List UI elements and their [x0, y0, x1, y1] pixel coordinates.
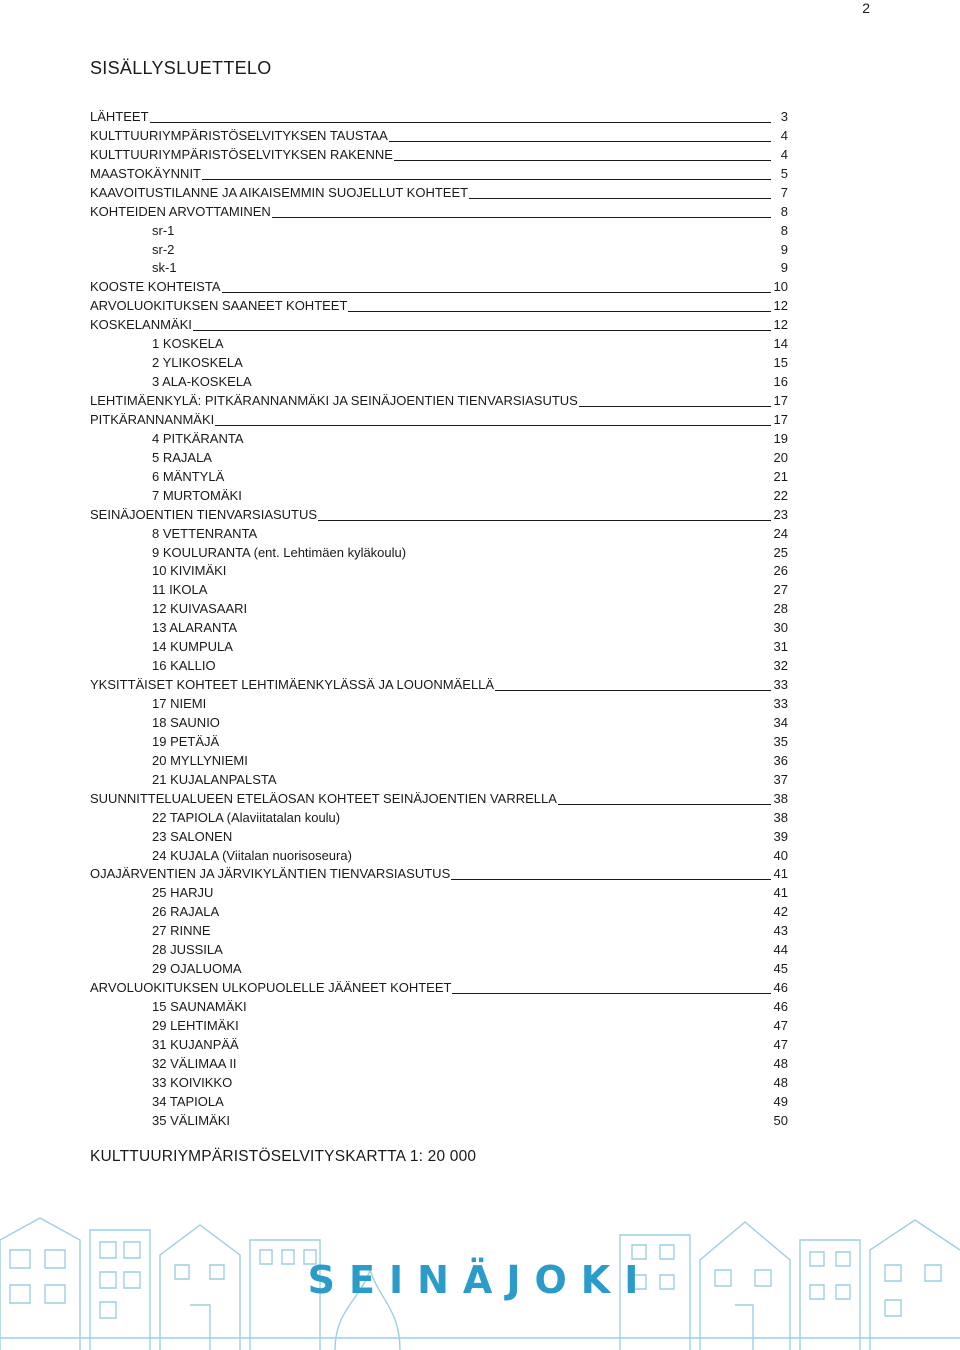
toc-entry-label: OJAJÄRVENTIEN JA JÄRVIKYLÄNTIEN TIENVARSIASUTUS: [90, 866, 451, 882]
toc-entry-page: 22: [773, 487, 788, 503]
toc-entry-page: 20: [773, 449, 788, 465]
toc-entry-label: 10 KIVIMÄKI: [152, 563, 227, 579]
toc-leader-line: [451, 879, 771, 880]
toc-entry-page: 38: [773, 809, 788, 825]
toc-entry-label: 18 SAUNIO: [152, 714, 220, 730]
toc-entry-page: 8: [780, 222, 788, 238]
toc-entry-label: 27 RINNE: [152, 923, 211, 939]
toc-entry: [90, 390, 788, 409]
toc-entry-label: 31 KUJANPÄÄ: [152, 1036, 239, 1052]
toc-entry: [90, 182, 788, 201]
toc-entry: [90, 561, 788, 580]
toc-entry-page: 33: [773, 677, 788, 693]
toc-entry-page: 30: [773, 620, 788, 636]
toc-entry-page: 10: [773, 279, 788, 295]
toc-entry: [90, 598, 788, 617]
toc-entry: [90, 807, 788, 826]
toc-entry-page: 45: [773, 961, 788, 977]
toc-entry: [90, 504, 788, 523]
toc-entry-page: 19: [773, 430, 788, 446]
toc-entry: [90, 1091, 788, 1110]
toc-entry: [90, 333, 788, 352]
toc-entry-label: KOOSTE KOHTEISTA: [90, 279, 221, 295]
map-note: KULTTUURIYMPÄRISTÖSELVITYSKARTTA 1: 20 000: [90, 1148, 477, 1165]
toc-entry-label: 7 MURTOMÄKI: [152, 487, 242, 503]
toc-entry-page: 47: [773, 1017, 788, 1033]
toc-entry-page: 21: [773, 468, 788, 484]
toc-title: SISÄLLYSLUETTELO: [90, 58, 272, 78]
toc-entry-page: 17: [773, 411, 788, 427]
toc-entry-page: 47: [773, 1036, 788, 1052]
toc-entry-label: 6 MÄNTYLÄ: [152, 468, 225, 484]
toc-entry: [90, 996, 788, 1015]
toc-entry: [90, 579, 788, 598]
toc-entry-label: 11 IKOLA: [152, 582, 208, 598]
toc-entry-label: 16 KALLIO: [152, 658, 216, 674]
toc-entry-label: 14 KUMPULA: [152, 639, 233, 655]
toc-entry-label: 34 TAPIOLA: [152, 1093, 224, 1109]
toc-entry-label: LÄHTEET: [90, 108, 149, 124]
toc-entry: [90, 769, 788, 788]
toc-entry-label: sr-1: [152, 222, 175, 238]
toc-entry-page: 27: [773, 582, 788, 598]
toc-entry-page: 43: [773, 923, 788, 939]
toc-entry: [90, 920, 788, 939]
toc-entry-label: LEHTIMÄENKYLÄ: PITKÄRANNANMÄKI JA SEINÄJOENTIEN TIENVARSIASUTUS: [90, 393, 578, 408]
toc-entry-label: ARVOLUOKITUKSEN SAANEET KOHTEET: [90, 298, 348, 314]
toc-leader-line: [150, 122, 771, 123]
toc-entry: [90, 750, 788, 769]
toc-entry-label: KULTTUURIYMPÄRISTÖSELVITYKSEN TAUSTAA: [90, 127, 388, 143]
toc-entry: [90, 542, 788, 561]
toc-entry-page: 24: [773, 525, 788, 541]
toc-entry-label: SEINÄJOENTIEN TIENVARSIASUTUS: [90, 506, 318, 522]
toc-leader-line: [193, 330, 771, 331]
toc-leader-line: [394, 160, 771, 161]
toc-entry-label: PITKÄRANNANMÄKI: [90, 411, 215, 427]
toc-entry-page: 46: [773, 980, 788, 996]
toc-entry-label: 15 SAUNAMÄKI: [152, 999, 247, 1014]
toc-entry-page: 32: [773, 658, 788, 674]
toc-entry-page: 41: [773, 866, 788, 882]
toc-entry-label: KULTTUURIYMPÄRISTÖSELVITYKSEN RAKENNE: [90, 146, 393, 162]
toc-entry: [90, 901, 788, 920]
toc-entry-page: 42: [773, 904, 788, 920]
toc-entry: [90, 106, 788, 125]
toc-entry-label: 29 OJALUOMA: [152, 961, 242, 977]
toc-leader-line: [469, 198, 771, 199]
toc-entry-page: 46: [773, 999, 788, 1014]
toc-entry: [90, 163, 788, 182]
toc-entry: [90, 939, 788, 958]
toc-entry-label: KAAVOITUSTILANNE JA AIKAISEMMIN SUOJELLUT KOHTEET: [90, 184, 469, 200]
toc-entry: [90, 655, 788, 674]
toc-entry: [90, 125, 788, 144]
toc-entry-label: 8 VETTENRANTA: [152, 525, 258, 541]
toc-entry-page: 17: [773, 393, 788, 408]
toc-entry-page: 7: [780, 184, 788, 200]
toc-entry-label: 20 MYLLYNIEMI: [152, 752, 248, 768]
toc-entry: [90, 466, 788, 485]
toc-entry-page: 28: [773, 601, 788, 617]
toc-entry-label: ARVOLUOKITUKSEN ULKOPUOLELLE JÄÄNEET KOHTEET: [90, 980, 452, 996]
toc-entry-page: 40: [773, 847, 788, 863]
toc-entry-page: 31: [773, 639, 788, 655]
toc-entry-page: 16: [773, 374, 788, 390]
toc-entry: [90, 276, 788, 295]
toc-leader-line: [452, 993, 771, 994]
toc-leader-line: [272, 217, 771, 218]
toc-entry: [90, 1110, 788, 1129]
toc-entry-label: 19 PETÄJÄ: [152, 733, 220, 749]
toc-entry-label: 26 RAJALA: [152, 904, 220, 920]
toc-entry: [90, 845, 788, 864]
toc-entry: [90, 1034, 788, 1053]
toc-entry: [90, 674, 788, 693]
toc-leader-line: [222, 292, 771, 293]
toc-entry: [90, 788, 788, 807]
table-of-contents: [90, 106, 788, 1129]
toc-entry-page: 8: [780, 203, 788, 219]
toc-entry-label: 25 HARJU: [152, 885, 214, 901]
toc-entry: [90, 428, 788, 447]
toc-entry-page: 9: [780, 260, 788, 276]
toc-entry-label: 2 YLIKOSKELA: [152, 355, 243, 371]
toc-entry-page: 5: [780, 165, 788, 181]
toc-entry: [90, 371, 788, 390]
toc-entry-label: 5 RAJALA: [152, 449, 212, 465]
toc-entry-label: 24 KUJALA (Viitalan nuorisoseura): [152, 847, 352, 863]
toc-entry-page: 37: [773, 771, 788, 787]
toc-entry: [90, 958, 788, 977]
toc-entry-label: YKSITTÄISET KOHTEET LEHTIMÄENKYLÄSSÄ JA LOUONMÄELLÄ: [90, 677, 495, 693]
toc-entry-label: sk-1: [152, 260, 177, 276]
page-number: 2: [862, 0, 870, 16]
toc-entry-label: SUUNNITTELUALUEEN ETELÄOSAN KOHTEET SEINÄJOENTIEN VARRELLA: [90, 790, 557, 806]
toc-entry-page: 33: [773, 696, 788, 711]
toc-entry: [90, 977, 788, 996]
toc-leader-line: [215, 425, 771, 426]
toc-entry-page: 26: [773, 563, 788, 579]
toc-entry-label: 1 KOSKELA: [152, 336, 224, 352]
toc-entry-label: 12 KUIVASAARI: [152, 601, 248, 617]
toc-entry: [90, 314, 788, 333]
toc-entry-label: 33 KOIVIKKO: [152, 1074, 233, 1090]
toc-entry-page: 12: [773, 317, 788, 333]
toc-entry: [90, 882, 788, 901]
toc-leader-line: [318, 520, 771, 521]
toc-entry: [90, 220, 788, 239]
toc-entry-page: 34: [773, 714, 788, 730]
toc-entry-label: KOHTEIDEN ARVOTTAMINEN: [90, 203, 271, 219]
toc-entry-page: 48: [773, 1074, 788, 1090]
toc-entry: [90, 239, 788, 258]
toc-leader-line: [202, 179, 771, 180]
toc-entry: [90, 258, 788, 277]
toc-entry: [90, 523, 788, 542]
toc-entry: [90, 1015, 788, 1034]
toc-entry-label: 4 PITKÄRANTA: [152, 430, 244, 446]
toc-entry-page: 48: [773, 1055, 788, 1071]
toc-entry: [90, 1053, 788, 1072]
toc-entry-page: 23: [773, 506, 788, 522]
toc-entry: [90, 636, 788, 655]
toc-entry: [90, 712, 788, 731]
toc-entry: [90, 864, 788, 883]
toc-entry: [90, 693, 788, 712]
toc-entry-page: 44: [773, 942, 788, 958]
toc-entry-label: 3 ALA-KOSKELA: [152, 374, 252, 390]
toc-leader-line: [558, 804, 771, 805]
toc-entry: [90, 731, 788, 750]
toc-entry-page: 36: [773, 752, 788, 768]
toc-entry-label: 13 ALARANTA: [152, 620, 238, 636]
toc-entry-page: 4: [780, 146, 788, 162]
toc-entry-label: 21 KUJALANPALSTA: [152, 771, 277, 787]
toc-leader-line: [579, 406, 771, 407]
toc-entry-page: 15: [773, 355, 788, 371]
toc-entry-label: sr-2: [152, 241, 175, 257]
toc-entry-page: 49: [773, 1093, 788, 1109]
toc-entry-page: 25: [773, 544, 788, 560]
toc-entry-label: KOSKELANMÄKI: [90, 317, 192, 333]
toc-entry-page: 14: [773, 336, 788, 352]
toc-entry: [90, 352, 788, 371]
toc-entry: [90, 1072, 788, 1091]
toc-entry-label: 17 NIEMI: [152, 696, 207, 711]
toc-entry-label: 22 TAPIOLA (Alaviitatalan koulu): [152, 809, 341, 825]
toc-entry-label: 23 SALONEN: [152, 828, 233, 844]
toc-entry-page: 12: [773, 298, 788, 314]
toc-entry: [90, 201, 788, 220]
toc-entry-page: 38: [773, 790, 788, 806]
seinajoki-logo: SEINÄJOKI: [307, 1258, 653, 1302]
toc-entry-page: 9: [780, 241, 788, 257]
toc-entry: [90, 409, 788, 428]
toc-entry-label: 28 JUSSILA: [152, 942, 223, 958]
toc-entry: [90, 447, 788, 466]
toc-entry-page: 4: [780, 127, 788, 143]
toc-leader-line: [348, 311, 771, 312]
toc-entry: [90, 144, 788, 163]
toc-leader-line: [495, 690, 771, 691]
toc-entry: [90, 485, 788, 504]
toc-entry-page: 41: [773, 885, 788, 901]
toc-entry-page: 50: [773, 1112, 788, 1128]
toc-leader-line: [389, 141, 771, 142]
toc-entry-label: 9 KOULURANTA (ent. Lehtimäen kyläkoulu): [152, 544, 407, 560]
toc-entry: [90, 826, 788, 845]
toc-entry-label: MAASTOKÄYNNIT: [90, 165, 202, 181]
toc-entry-label: 35 VÄLIMÄKI: [152, 1112, 231, 1128]
toc-entry-label: 29 LEHTIMÄKI: [152, 1017, 239, 1033]
toc-entry-label: 32 VÄLIMAA II: [152, 1055, 237, 1071]
toc-entry-page: 35: [773, 733, 788, 749]
toc-entry-page: 39: [773, 828, 788, 844]
toc-entry-page: 3: [780, 108, 788, 124]
toc-entry: [90, 295, 788, 314]
toc-entry: [90, 617, 788, 636]
